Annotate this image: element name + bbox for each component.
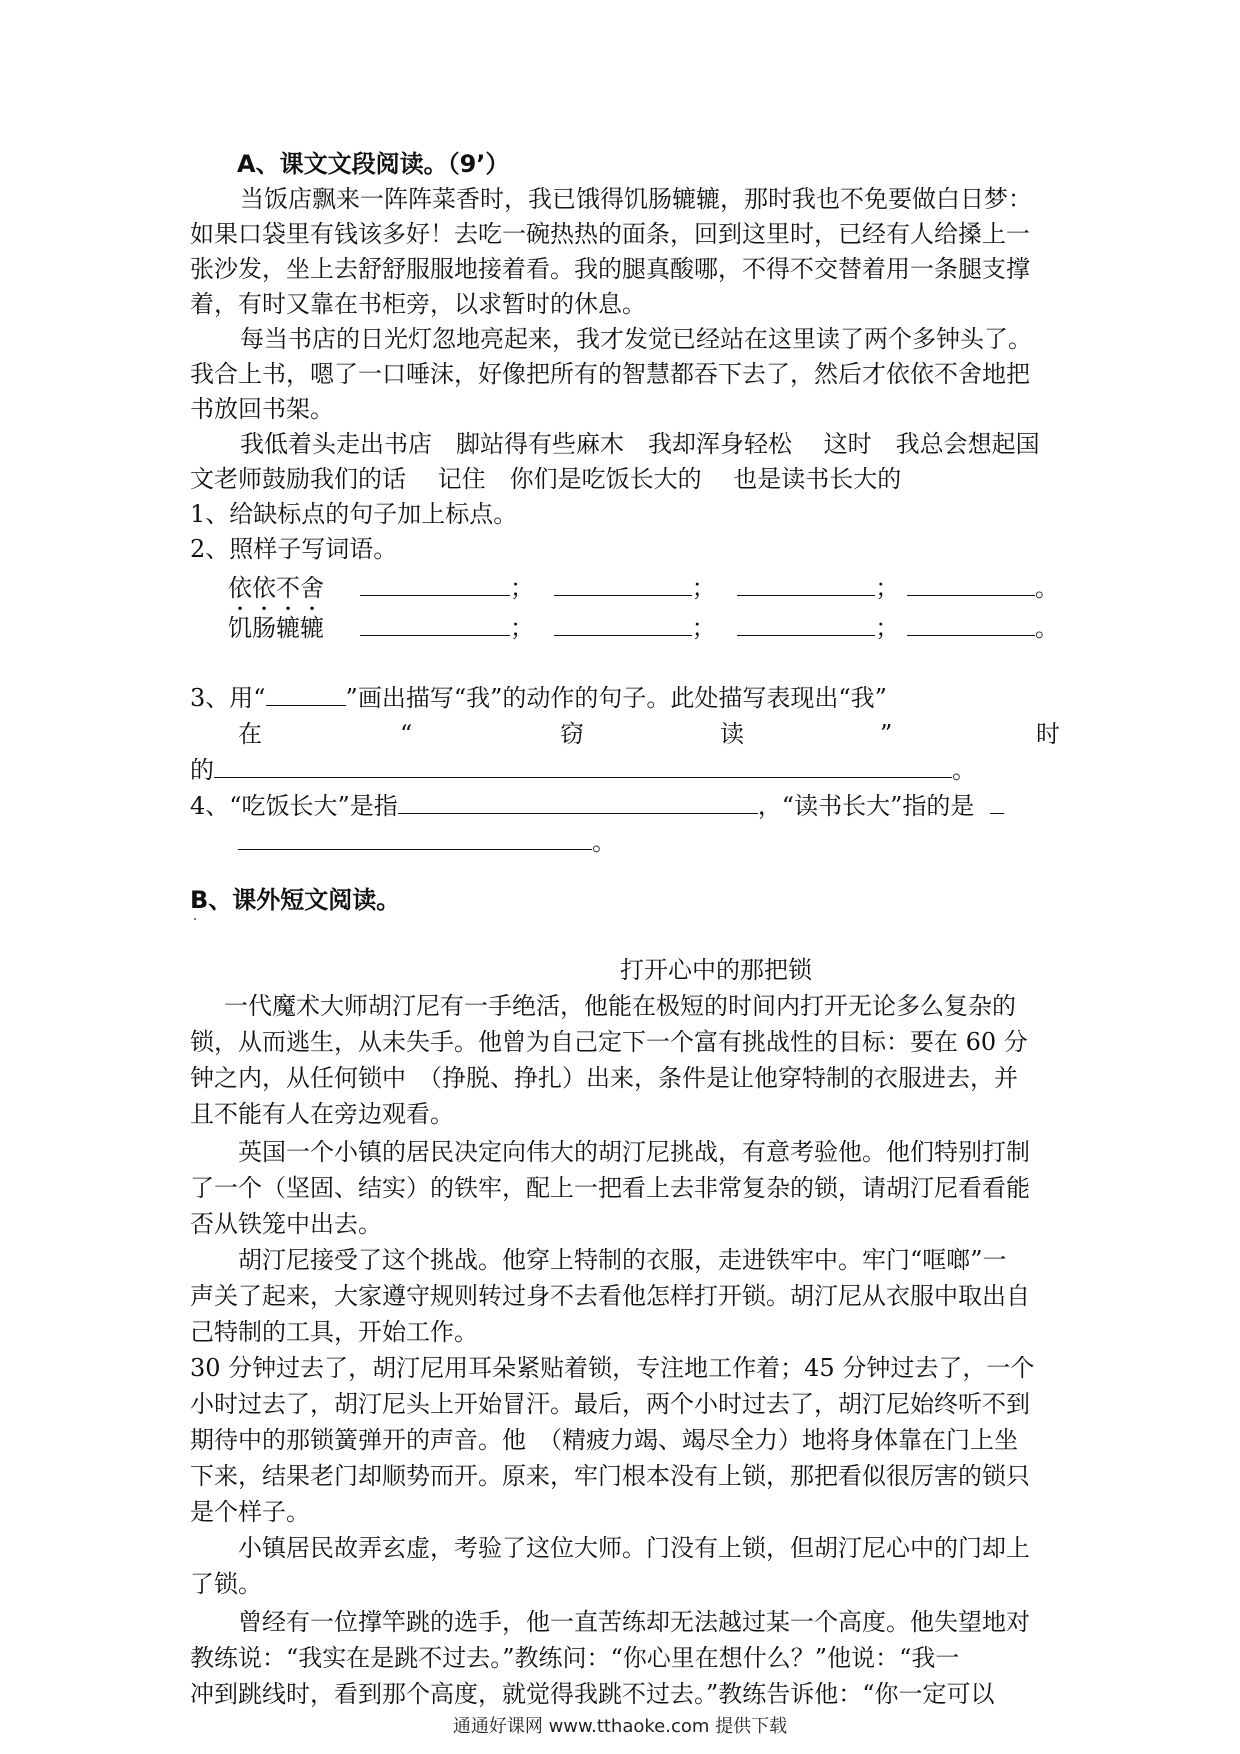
- b-p3-line-1: 胡汀尼接受了这个挑战。他穿上特制的衣服，走进铁牢中。牢门“哐啷”一: [238, 1246, 1007, 1274]
- q2-row-1-blanks: ； ； ； 。: [360, 570, 1059, 606]
- section-b-title: B、课外短文阅读。: [190, 886, 401, 914]
- a-p3-line-2: 文老师鼓励我们的话 记住 你们是吃饭长大的 也是读书长大的: [190, 465, 902, 493]
- b-p1-line-3: 钟之内，从任何锁中 （挣脱、挣扎）出来，条件是让他穿特制的衣服进去，并: [190, 1064, 1018, 1092]
- answer-blank[interactable]: [214, 753, 952, 778]
- answer-blank[interactable]: [907, 571, 1035, 596]
- b-p4-line-4: 下来，结果老门却顺势而开。原来，牢门根本没有上锁，那把看似很厉害的锁只: [190, 1462, 1030, 1490]
- b-p4-line-3: 期待中的那锁簧弹开的声音。他 （精疲力竭、竭尽全力）地将身体靠在门上坐: [190, 1426, 1018, 1454]
- answer-blank[interactable]: [737, 611, 875, 636]
- question-2: 2、照样子写词语。: [190, 535, 398, 563]
- a-p2-line-3: 书放回书架。: [190, 395, 334, 423]
- b-p2-line-2: 了一个（坚固、结实）的铁牢，配上一把看上去非常复杂的锁，请胡汀尼看看能: [190, 1174, 1030, 1202]
- scan-speck: [194, 918, 196, 920]
- answer-blank[interactable]: [360, 611, 510, 636]
- b-p1-line-4: 且不能有人在旁边观看。: [190, 1100, 454, 1128]
- a-p1-line-3: 张沙发，坐上去舒舒服服地接着看。我的腿真酸哪，不得不交替着用一条腿支撑: [190, 255, 1030, 283]
- q2-example-word-1: 依依不舍: [228, 574, 324, 602]
- a-p1-line-2: 如果口袋里有钱该多好！去吃一碗热热的面条，回到这里时，已经有人给搡上一: [190, 220, 1030, 248]
- answer-blank[interactable]: [990, 789, 1004, 814]
- b-p5-line-2: 了锁。: [190, 1570, 262, 1598]
- question-3-line-3: 的 。: [190, 752, 976, 788]
- b-p3-line-3: 己特制的工具，开始工作。: [190, 1318, 478, 1346]
- answer-blank[interactable]: [554, 611, 692, 636]
- story-title: 打开心中的那把锁: [620, 956, 812, 984]
- b-p6-line-2: 教练说：“我实在是跳不过去。”教练问：“你心里在想什么？”他说：“我一: [190, 1644, 960, 1672]
- b-p2-line-3: 否从铁笼中出去。: [190, 1210, 382, 1238]
- b-p4-line-2: 小时过去了，胡汀尼头上开始冒汗。最后，两个小时过去了，胡汀尼始终听不到: [190, 1390, 1030, 1418]
- question-3: 3、用“ ”画出描写“我”的动作的句子。此处描写表现出“我”: [190, 680, 887, 716]
- question-4: 4、“吃饭长大”是指 ，“读书长大”指的是: [190, 788, 1004, 824]
- b-p2-line-1: 英国一个小镇的居民决定向伟大的胡汀尼挑战，有意考验他。他们特别打制: [238, 1138, 1030, 1166]
- answer-blank[interactable]: [737, 571, 875, 596]
- a-p1-line-1: 当饭店飘来一阵阵菜香时，我已饿得饥肠辘辘，那时我也不免要做白日梦：: [240, 185, 1032, 213]
- answer-blank[interactable]: [398, 789, 758, 814]
- footer-credit: 通通好课网 www.tthaoke.com 提供下载: [452, 1716, 788, 1737]
- answer-blank[interactable]: [238, 825, 592, 850]
- b-p5-line-1: 小镇居民故弄玄虚，考验了这位大师。门没有上锁，但胡汀尼心中的门却上: [238, 1534, 1030, 1562]
- a-p3-line-1: 我低着头走出书店 脚站得有些麻木 我却浑身轻松 这时 我总会想起国: [240, 430, 1040, 458]
- a-p2-line-1: 每当书店的日光灯忽地亮起来，我才发觉已经站在这里读了两个多钟头了。: [240, 325, 1032, 353]
- b-p4-line-1: 30 分钟过去了，胡汀尼用耳朵紧贴着锁，专注地工作着；45 分钟过去了，一个: [190, 1354, 1035, 1382]
- question-1: 1、给缺标点的句子加上标点。: [190, 500, 518, 528]
- q2-row-2-blanks: ； ； ； 。: [360, 610, 1059, 646]
- b-p6-line-1: 曾经有一位撑竿跳的选手，他一直苦练却无法越过某一个高度。他失望地对: [238, 1608, 1030, 1636]
- q2-example-word-2: 饥肠辘辘: [228, 614, 324, 642]
- b-p1-line-1: 一代魔术大师胡汀尼有一手绝活，他能在极短的时间内打开无论多么复杂的: [224, 992, 1016, 1020]
- b-p6-line-3: 冲到跳线时，看到那个高度，就觉得我跳不过去。”教练告诉他：“你一定可以: [190, 1680, 995, 1708]
- answer-blank[interactable]: [554, 571, 692, 596]
- answer-blank[interactable]: [360, 571, 510, 596]
- a-p1-line-4: 着，有时又靠在书柜旁，以求暂时的休息。: [190, 290, 646, 318]
- b-p4-line-5: 是个样子。: [190, 1498, 310, 1526]
- question-4-line-2: 。: [238, 824, 616, 860]
- answer-blank[interactable]: [907, 611, 1035, 636]
- section-a-title: A、课文文段阅读。（9’）: [237, 150, 510, 178]
- underline-sample: [266, 681, 346, 706]
- b-p1-line-2: 锁，从而逃生，从未失手。他曾为自己定下一个富有挑战性的目标：要在 60 分: [190, 1028, 1028, 1056]
- q2-row-2: [228, 610, 324, 646]
- a-p2-line-2: 我合上书，嗯了一口唾沫，好像把所有的智慧都吞下去了，然后才依依不舍地把: [190, 360, 1030, 388]
- b-p3-line-2: 声关了起来，大家遵守规则转过身不去看他怎样打开锁。胡汀尼从衣服中取出自: [190, 1282, 1030, 1310]
